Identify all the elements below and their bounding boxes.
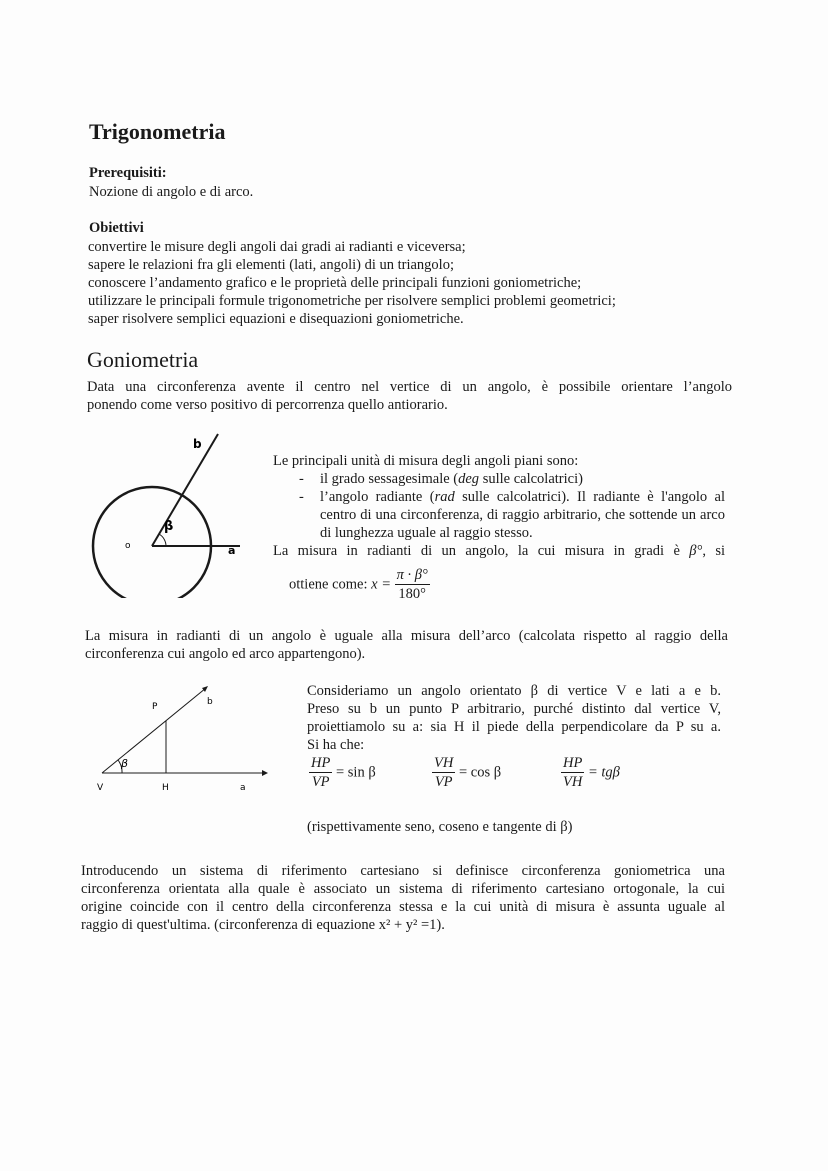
formula-sin: $\frac{HP}{VP}$ = sin β <box>311 755 376 790</box>
circle-angle-figure <box>80 428 250 598</box>
label-a: a <box>228 544 236 557</box>
trig-note: (rispettivamente seno, coseno e tangente di β) <box>307 819 573 835</box>
intro-line: ponendo come verso positivo di percorrenza quello antiorario. <box>87 397 448 413</box>
prereq-text: Nozione di angolo e di arco. <box>89 184 254 200</box>
objective-item: convertire le misure degli angoli dai gradi ai radianti e viceversa; <box>88 239 466 255</box>
orient-block: Consideriamo un angolo orientato β di vertice V e lati a e b. Preso su b un punto P arbitrario, purché distinto dal vertice V, proiettiamolo su a: sia H il piede della perpendicolare da P su a. Si ha che: <box>307 683 721 753</box>
objectives-list <box>88 238 616 328</box>
arc-note: La misura in radianti di un angolo è uguale alla misura dell’arco (calcolata rispetto al raggio della circonferenza cui angolo ed arco appartengono). <box>85 628 728 662</box>
side-b <box>102 688 206 773</box>
units-lead: Le principali unità di misura degli angoli piani sono: <box>273 453 579 469</box>
label-v: V <box>97 783 104 793</box>
label-h: H <box>162 783 169 793</box>
label-b: b <box>207 697 213 707</box>
objective-item: conoscere l’andamento grafico e le proprietà delle principali funzioni goniometriche; <box>88 275 582 291</box>
circle-shape <box>93 487 211 598</box>
objective-item: sapere le relazioni fra gli elementi (lati, angoli) di un triangolo; <box>88 257 454 273</box>
label-b: b <box>193 437 202 451</box>
units-block <box>273 452 725 560</box>
units-item-deg: - il grado sessagesimale (deg sulle calcolatrici) <box>273 470 725 488</box>
measure-line: La misura in radianti di un angolo, la cui misura in gradi è β°, si <box>273 543 726 559</box>
formula-cos: $\frac{VH}{VP}$ = cos β <box>434 755 502 790</box>
label-a: a <box>240 783 246 793</box>
formula-tan: $\frac{HP}{VH}$ = tgβ <box>563 755 620 790</box>
angle-arc <box>159 534 166 546</box>
objective-item: saper risolvere semplici equazioni e disequazioni goniometriche. <box>88 311 464 327</box>
page-title: Trigonometria <box>89 119 226 144</box>
units-list <box>273 470 725 542</box>
label-beta: β <box>121 757 129 770</box>
conversion-formula: ottiene come: x = $\frac{\pi \cdot \beta^\circ}{180^\circ}$ <box>289 567 428 602</box>
objectives-heading: Obiettivi <box>89 220 144 236</box>
arrow-a <box>262 770 268 776</box>
cartesian-paragraph: Introducendo un sistema di riferimento cartesiano si definisce circonferenza goniometrica una circonferenza orientata alla quale è associato un sistema di riferimento cartesiano ortogonale, la cui origine coincide con il centro della circonferenza stessa e la cui unità di misura è assunta uguale al raggio di quest'ultima. (circonferenza di equazione x² + y² =1). <box>81 863 725 933</box>
label-p: P <box>152 702 158 712</box>
objective-item: utilizzare le principali formule trigonometriche per risolvere semplici problemi geometrici; <box>88 293 616 309</box>
intro-paragraph <box>87 378 732 414</box>
oriented-angle-figure <box>92 678 272 798</box>
label-beta: β <box>164 519 174 534</box>
intro-line: Data una circonferenza avente il centro nel vertice di un angolo, è possibile orientare l’angolo <box>87 379 732 395</box>
formula-fraction: $\frac{\pi \cdot \beta^\circ}{180^\circ}$ <box>396 567 428 602</box>
section-title: Goniometria <box>87 347 199 372</box>
label-o: o <box>125 541 131 551</box>
units-item-rad: - l’angolo radiante (rad sulle calcolatrici). Il radiante è l'angolo al centro di una circonferenza, di raggio arbitrario, che sottende un arco di lunghezza uguale al raggio stesso. <box>273 488 725 542</box>
prereq-heading: Prerequisiti: <box>89 165 167 181</box>
